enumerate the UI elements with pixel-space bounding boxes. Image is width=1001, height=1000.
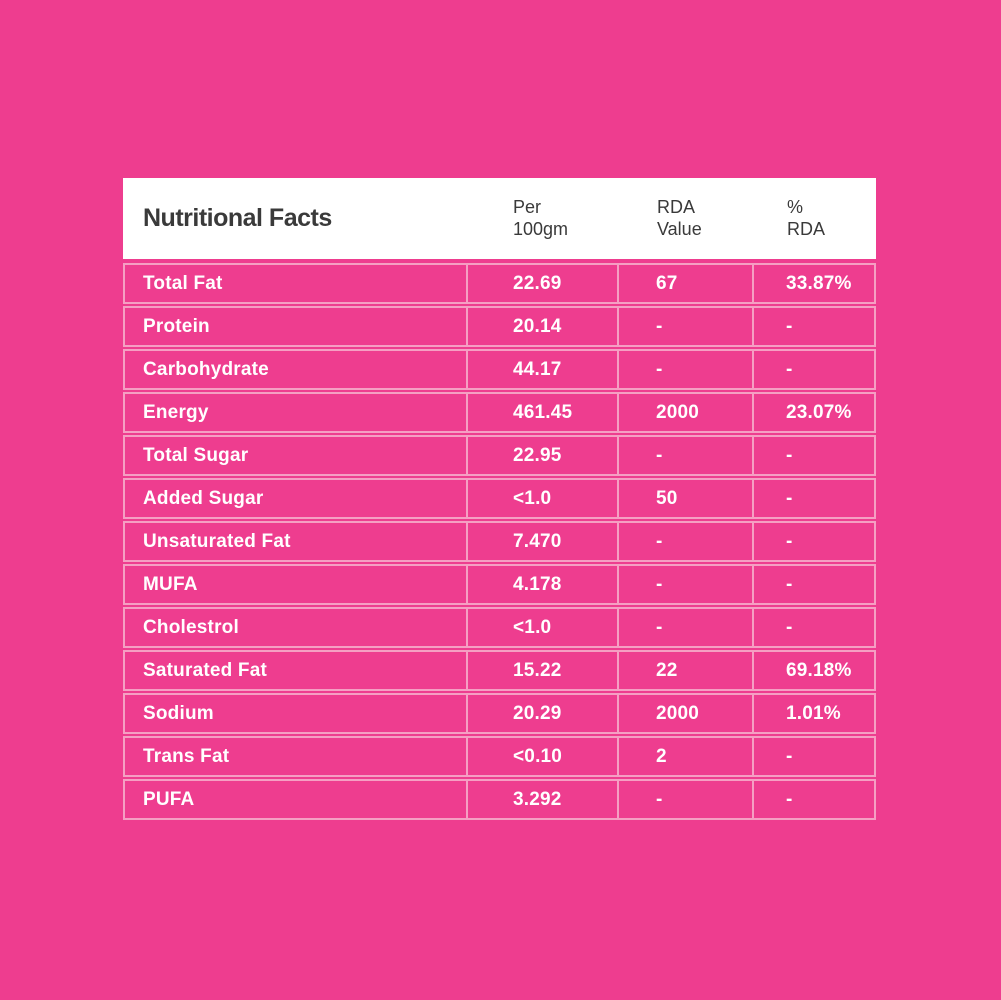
row-label: Sodium xyxy=(143,702,214,724)
per-100gm-value: 3.292 xyxy=(466,781,617,818)
row-label: Total Sugar xyxy=(143,444,249,466)
pct-rda-value: - xyxy=(752,738,874,775)
pct-rda-value: 23.07% xyxy=(752,394,874,431)
table-row xyxy=(123,693,876,734)
pct-rda-value: 1.01% xyxy=(752,695,874,732)
column-header-rda-value xyxy=(617,197,752,241)
row-label: Total Fat xyxy=(143,272,223,294)
rda-value: - xyxy=(617,609,752,646)
pct-rda-value: - xyxy=(752,609,874,646)
column-header-line: RDA xyxy=(787,218,826,239)
row-label: MUFA xyxy=(143,573,198,595)
per-100gm-value: <1.0 xyxy=(466,609,617,646)
rda-value: 2 xyxy=(617,738,752,775)
column-header-per-100gm xyxy=(466,197,617,241)
row-label: Protein xyxy=(143,315,210,337)
pct-rda-value: - xyxy=(752,480,874,517)
pct-rda-value: - xyxy=(752,308,874,345)
rda-value: - xyxy=(617,523,752,560)
pct-rda-value: 69.18% xyxy=(752,652,874,689)
row-label: Trans Fat xyxy=(143,745,230,767)
per-100gm-value: 44.17 xyxy=(466,351,617,388)
rda-value: - xyxy=(617,351,752,388)
table-body xyxy=(123,263,876,820)
column-header-line: 100gm xyxy=(513,218,569,239)
column-header-line: RDA xyxy=(657,196,696,217)
per-100gm-value: 7.470 xyxy=(466,523,617,560)
row-label: Saturated Fat xyxy=(143,659,268,681)
column-header-pct-rda xyxy=(752,197,876,241)
table-row xyxy=(123,564,876,605)
row-label: Energy xyxy=(143,401,209,423)
per-100gm-value: <1.0 xyxy=(466,480,617,517)
per-100gm-value: 4.178 xyxy=(466,566,617,603)
row-label: Unsaturated Fat xyxy=(143,530,291,552)
per-100gm-value: 20.29 xyxy=(466,695,617,732)
rda-value: - xyxy=(617,308,752,345)
table-title: Nutritional Facts xyxy=(143,204,332,232)
table-row xyxy=(123,779,876,820)
rda-value: - xyxy=(617,781,752,818)
rda-value: 50 xyxy=(617,480,752,517)
nutrition-facts-table xyxy=(123,178,876,822)
table-row xyxy=(123,349,876,390)
row-label: Cholestrol xyxy=(143,616,239,638)
per-100gm-value: 461.45 xyxy=(466,394,617,431)
per-100gm-value: 22.95 xyxy=(466,437,617,474)
per-100gm-value: <0.10 xyxy=(466,738,617,775)
column-header-line: % xyxy=(787,196,804,217)
table-row xyxy=(123,478,876,519)
row-label: PUFA xyxy=(143,788,195,810)
rda-value: - xyxy=(617,437,752,474)
column-header-line: Per xyxy=(513,196,542,217)
table-header xyxy=(123,178,876,259)
column-header-line: Value xyxy=(657,218,702,239)
table-row xyxy=(123,521,876,562)
rda-value: 67 xyxy=(617,265,752,302)
per-100gm-value: 20.14 xyxy=(466,308,617,345)
pct-rda-value: - xyxy=(752,437,874,474)
table-row xyxy=(123,435,876,476)
table-row xyxy=(123,392,876,433)
per-100gm-value: 22.69 xyxy=(466,265,617,302)
table-row xyxy=(123,736,876,777)
pct-rda-value: - xyxy=(752,566,874,603)
rda-value: 2000 xyxy=(617,394,752,431)
pct-rda-value: - xyxy=(752,351,874,388)
pct-rda-value: 33.87% xyxy=(752,265,874,302)
pct-rda-value: - xyxy=(752,523,874,560)
table-row xyxy=(123,306,876,347)
table-row xyxy=(123,607,876,648)
rda-value: 2000 xyxy=(617,695,752,732)
table-row xyxy=(123,650,876,691)
table-row xyxy=(123,263,876,304)
pct-rda-value: - xyxy=(752,781,874,818)
row-label: Carbohydrate xyxy=(143,358,269,380)
row-label: Added Sugar xyxy=(143,487,264,509)
per-100gm-value: 15.22 xyxy=(466,652,617,689)
rda-value: 22 xyxy=(617,652,752,689)
rda-value: - xyxy=(617,566,752,603)
